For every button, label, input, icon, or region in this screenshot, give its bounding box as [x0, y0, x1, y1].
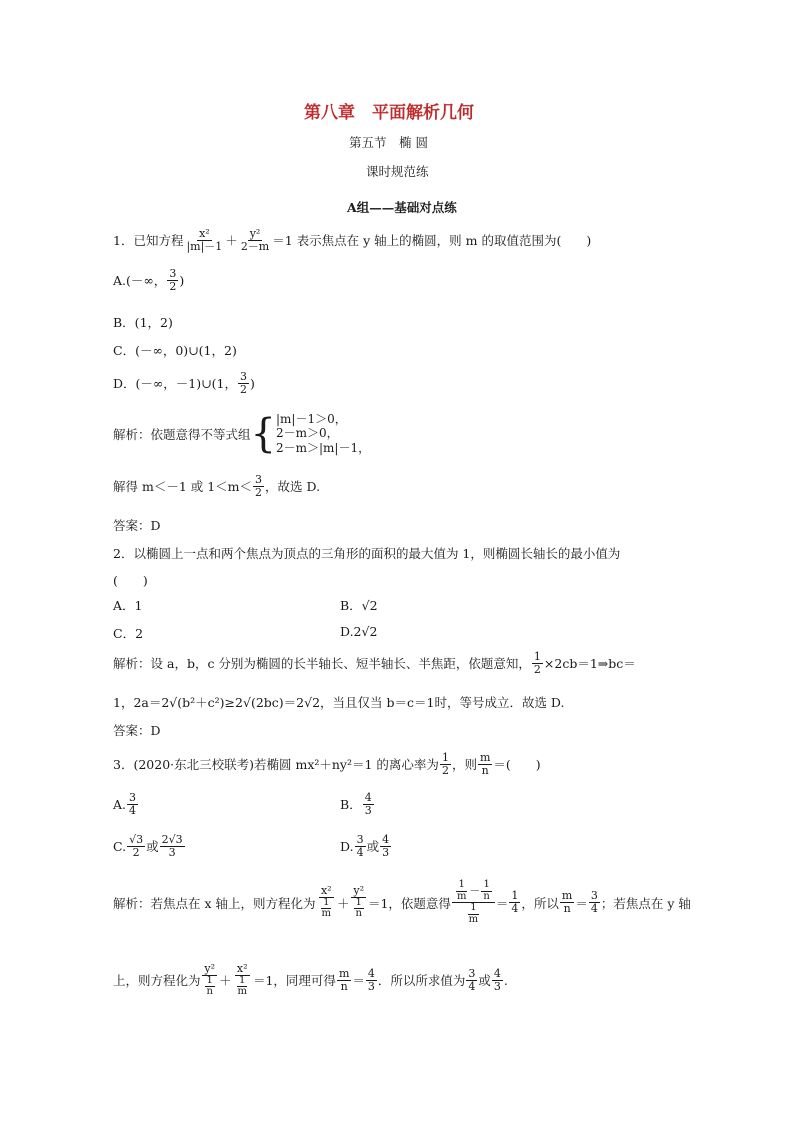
q1-plus: ＋ [225, 233, 238, 249]
q2-blank: ( ) [113, 573, 148, 588]
q1-frac-1 [184, 228, 224, 252]
q3-option-d [340, 834, 392, 858]
section-title: 第五节 椭 圆 [349, 135, 428, 150]
q3-ans1-den: 4 [468, 979, 476, 993]
q2-option-b: B．√2 [340, 598, 378, 613]
q3-plus-1: ＋ [337, 895, 350, 911]
q2-analysis-post: ×2cb＝1⇒bc＝ [543, 656, 636, 672]
q3-optB-frac [363, 792, 374, 816]
q1-frac1-den: |m|－1 [186, 239, 223, 253]
q1-optA-fn: 3 [169, 267, 177, 280]
q3-optA-label: A. [113, 796, 127, 812]
q3-optD-frac-2 [380, 834, 391, 858]
q1-optD-fd: 2 [239, 382, 247, 396]
q3-e-den: 2 [441, 763, 449, 777]
q3-three-quarters [589, 890, 600, 914]
q2-frac-den: 2 [533, 662, 541, 676]
q3-optA-fn: 3 [129, 791, 137, 804]
practice-title: 课时规范练 [366, 164, 429, 179]
q1-system-brace: { [250, 410, 276, 457]
q3-eq-frac-x [317, 885, 336, 920]
q3-stem-pre: 3．(2020·东北三校联考)若椭圆 mx²＋ny²＝1 的离心率为 [113, 757, 439, 773]
q3-ft-den: 3 [367, 979, 375, 993]
q3-stem-mid: ，则 [451, 757, 477, 773]
q3-ans-frac-2 [492, 968, 503, 992]
q3-ans1-num: 3 [468, 967, 476, 981]
q2-option-c: C．2 [113, 626, 144, 641]
q3-eq2-1m: $\frac{1}{m}$ [237, 974, 247, 998]
q3-mn-frac [478, 752, 492, 776]
q3-stem-post: ＝( ) [493, 757, 541, 773]
q3-ans2-num: 4 [493, 967, 501, 981]
q1-stem-post: ＝1 表示焦点在 y 轴上的椭圆，则 m 的取值范围为( ) [272, 233, 592, 249]
q3-mn-2 [337, 968, 351, 992]
q1-solve-frac [253, 474, 264, 498]
chapter-title: 第八章 平面解析几何 [304, 103, 474, 123]
q3-optC-frac-2 [160, 834, 185, 858]
q3-eq2-frac-y [202, 963, 218, 998]
q1-sys-line-1: |m|－1＞0， [275, 412, 347, 426]
q1-frac2-num: y² [249, 227, 261, 240]
q1-option-c: C．(－∞，0)∪(1，2) [113, 343, 237, 358]
q3-optD-frac-1 [355, 834, 366, 858]
q3-eq2-x2: x² [236, 962, 248, 975]
q1-frac-2 [239, 228, 271, 252]
q1-optA-text: (－∞， [126, 273, 167, 289]
q3-a6: ；若焦点在 y 轴 [600, 895, 691, 911]
q3-b4: ．所以所求值为 [377, 973, 466, 989]
q1-option-a [113, 268, 184, 292]
q3-mn2-den: n [340, 979, 348, 993]
q3-ans2-den: 3 [493, 979, 501, 993]
q3-option-c [113, 834, 186, 858]
q3-optA-fd: 4 [129, 803, 137, 817]
q1-optD-frac [238, 371, 249, 395]
q3-ecc-frac [452, 880, 495, 925]
q3-tq-den: 4 [590, 902, 598, 915]
q3-optA-frac [127, 792, 138, 816]
q1-optA-fd: 2 [169, 279, 177, 293]
q3-optC-frac-1 [127, 834, 145, 858]
q1-inequality-system [276, 412, 370, 455]
group-title: A组——基础对点练 [347, 200, 457, 215]
q3-mn-den: n [481, 763, 489, 777]
question-3-stem [113, 752, 541, 776]
q3-optC-label: C. [113, 838, 127, 854]
q3-b2: ＝1，同理可得 [252, 973, 336, 989]
q1-frac1-num: x² [199, 227, 210, 240]
q3-b5: 或 [478, 973, 491, 989]
q2-analysis-text: 设 a，b，c 分别为椭圆的长半轴长、短半轴长、半焦距，依题意知， [150, 656, 531, 672]
q2-analysis-frac [532, 651, 543, 675]
q3-analysis-line-2 [113, 963, 508, 998]
q3-mn2-num: m [338, 967, 350, 981]
q2-analysis-line-2: 1，2a＝2√(b²＋c²)≥2√(2bc)＝2√2，当且仅当 b＝c＝1时，等号成立．故选 D. [113, 695, 565, 710]
q3-optC-f1d: 2 [132, 845, 140, 859]
q3-mn1-num: m [561, 889, 573, 903]
q3-ft-num: 4 [367, 967, 375, 981]
q3-eq-x2: x² [320, 884, 332, 898]
q3-optC-f2n: 2√3 [161, 833, 183, 846]
q3-four-thirds [366, 968, 377, 992]
q1-solve-pre: 解得 m＜－1 或 1＜m＜ [113, 479, 253, 495]
q3-optB-fn: 4 [364, 791, 372, 804]
q3-mn1-den: n [563, 902, 571, 915]
q2-option-d: D.2√2 [340, 624, 378, 639]
q3-eq-1n: $\frac{1}{n}$ [355, 896, 362, 920]
q1-optD-fn: 3 [239, 370, 247, 383]
q3-quarter-den: 4 [511, 902, 519, 915]
q3-b3: ＝ [352, 973, 365, 989]
q3-analysis-line-1 [113, 880, 691, 925]
q1-stem-pre: 1．已知方程 [113, 233, 184, 249]
q3-option-b [340, 792, 375, 816]
q1-sys-line-2: 2－m＞0， [275, 426, 339, 441]
q3-optD-label: D. [340, 838, 354, 854]
q2-analysis-line-1 [113, 651, 636, 675]
question-2-stem: 2．以椭圆上一点和两个焦点为顶点的三角形的面积的最大值为 1，则椭圆长轴长的最小值为 [113, 546, 621, 561]
question-1-stem [113, 228, 591, 252]
q3-optC-f2d: 3 [168, 845, 176, 859]
q3-ecc-den: $\frac{1}{m}$ [468, 902, 479, 925]
q2-option-a: A．1 [113, 598, 143, 613]
q2-analysis-label: 解析： [113, 656, 151, 672]
q3-optC-or: 或 [146, 839, 159, 855]
q3-a1: 若焦点在 x 轴上，则方程化为 [150, 895, 316, 911]
q3-mn-1 [560, 890, 574, 914]
q1-optD-close: ) [249, 375, 255, 391]
q3-e-num: 1 [441, 751, 449, 764]
q3-a5: ＝ [575, 895, 588, 911]
q3-quarter-num: 1 [511, 889, 519, 903]
q3-quarter [509, 890, 520, 914]
q1-optD-text: D．(－∞，－1)∪(1， [113, 376, 237, 392]
q3-plus-2: ＋ [218, 973, 232, 989]
q3-eq2-y2: y² [204, 962, 216, 975]
q3-a2: ＝1，依题意得 [367, 895, 451, 911]
q1-frac2-den: 2－m [240, 239, 270, 253]
q3-mn-num: m [479, 751, 491, 764]
q3-a3: ＝ [495, 895, 509, 911]
q3-e-frac [440, 752, 451, 776]
q3-eq2-frac-x [232, 963, 251, 998]
q1-option-b: B．(1，2) [113, 315, 173, 330]
q1-optA-close: ) [179, 272, 185, 288]
q3-optD-or: 或 [366, 839, 380, 855]
q3-eq-frac-y [351, 885, 367, 920]
q1-solve-fn: 3 [255, 473, 263, 486]
q3-optC-f1n: √3 [129, 833, 144, 846]
q3-optB-label: B． [340, 797, 362, 813]
q1-optA-label: A. [113, 272, 127, 288]
q3-ans-frac-1 [466, 968, 477, 992]
q3-optD-f2n: 4 [382, 833, 390, 846]
q3-optD-f1n: 3 [356, 833, 364, 846]
q1-analysis-label: 解析： [113, 426, 151, 442]
q1-solution [113, 474, 320, 498]
q3-eq-y2: y² [353, 884, 365, 898]
q3-eq-1m: $\frac{1}{m}$ [321, 896, 331, 920]
q3-ecc-num: $\frac{1}{m}$ － $\frac{1}{n}$ [452, 880, 495, 903]
q1-analysis [113, 412, 370, 455]
q2-answer: 答案：D [113, 723, 161, 738]
q2-frac-num: 1 [533, 650, 541, 663]
q3-optB-fd: 3 [364, 803, 372, 817]
q1-sys-line-3: 2－m＞|m|－1， [275, 440, 371, 455]
q1-solve-post: ，故选 D. [265, 479, 321, 495]
q1-analysis-text: 依题意得不等式组 [150, 426, 251, 442]
q3-eq2-1n: $\frac{1}{n}$ [206, 974, 213, 998]
q3-b6: . [503, 972, 508, 988]
q3-tq-num: 3 [590, 889, 598, 903]
q3-analysis-label: 解析： [113, 895, 151, 911]
q3-b1: 上，则方程化为 [113, 973, 201, 989]
q1-option-d [113, 371, 255, 395]
q3-option-a [113, 792, 139, 816]
q1-optA-frac [167, 268, 178, 292]
q1-solve-fd: 2 [255, 485, 263, 499]
q3-a4: ，所以 [521, 895, 559, 911]
q1-answer: 答案：D [113, 518, 161, 533]
q3-optD-f2d: 3 [382, 845, 390, 859]
q3-optD-f1d: 4 [356, 845, 364, 859]
